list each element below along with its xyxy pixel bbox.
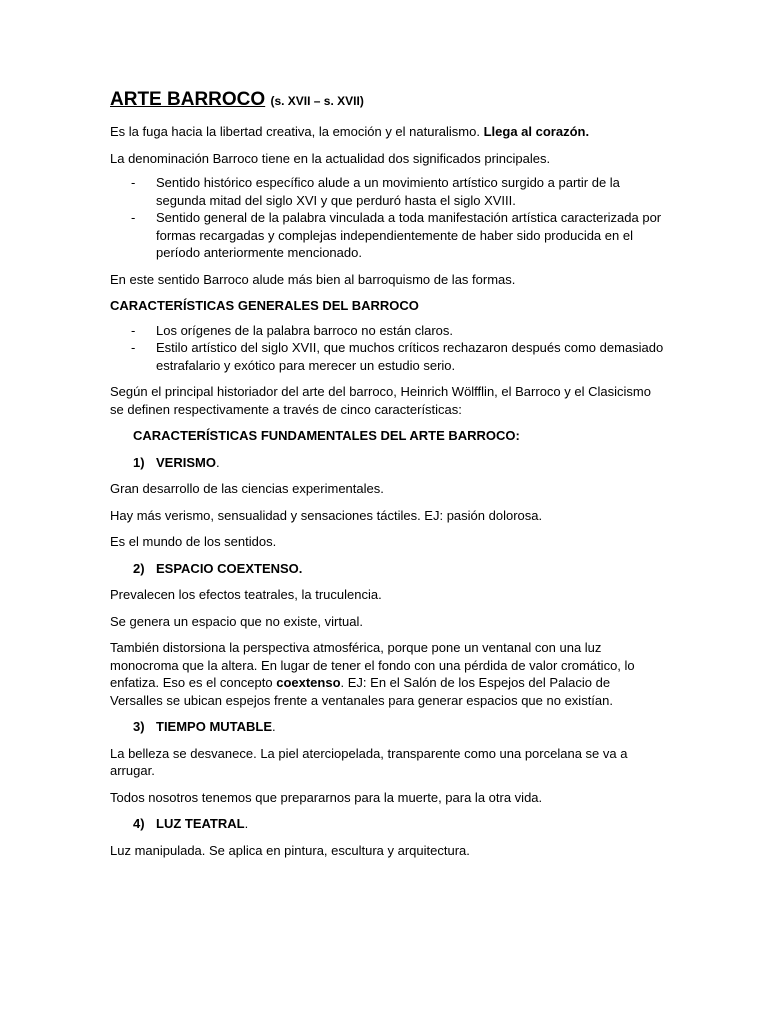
verismo-paragraph-2: Hay más verismo, sensualidad y sensaciones táctiles. EJ: pasión dolorosa.	[110, 507, 543, 523]
list-item-text: Sentido histórico específico alude a un movimiento artístico surgido a partir de la segunda mitad del siglo XVI y que perduró hasta el siglo XVIII.	[156, 175, 620, 208]
verismo-paragraph-3: Es el mundo de los sentidos.	[110, 534, 277, 549]
list-item-text: Sentido general de la palabra vinculada a toda manifestación artística caracterizada por formas recargadas y complejas independientemente de haber sido producida en el período anteriormente mencionado.	[156, 210, 662, 260]
espacio-paragraph-2: Se genera un espacio que no existe, virtual.	[110, 613, 363, 629]
paragraph-text: También distorsiona la perspectiva atmosférica, porque pone un ventanal con una luz monocroma que la altera. En lugar de tener el fondo con una pérdida de valor cromático, lo enfatiza. Eso es el concepto	[110, 640, 635, 690]
wolfflin-paragraph: Según el principal historiador del arte del barroco, Heinrich Wölfflin, el Barroco y el Clasicismo se definen respectivamente a través de cinco características:	[110, 384, 651, 417]
heading-text: ESPACIO COEXTENSO.	[156, 560, 303, 576]
dash-marker: -	[131, 322, 136, 338]
heading-text: LUZ TEATRAL	[156, 816, 245, 831]
section-heading-fundamentales	[133, 427, 665, 445]
heading-text: CARACTERÍSTICAS FUNDAMENTALES DEL ARTE BARROCO:	[133, 428, 520, 443]
numbered-heading-espacio	[110, 560, 665, 578]
heading-number: 3)	[133, 719, 145, 734]
list-item	[110, 322, 665, 340]
tiempo-paragraph-2: Todos nosotros tenemos que prepararnos para la muerte, para la otra vida.	[110, 789, 543, 805]
numbered-heading-tiempo	[110, 718, 665, 736]
title-main: ARTE BARROCO	[110, 89, 266, 110]
heading-number: 1)	[133, 454, 145, 470]
list-item-text: Los orígenes de la palabra barroco no están claros.	[156, 322, 454, 338]
intro-bold: Llega al corazón.	[483, 124, 590, 139]
document-body	[110, 89, 665, 868]
general-list	[110, 322, 665, 375]
espacio-paragraph-1: Prevalecen los efectos teatrales, la truculencia.	[110, 587, 382, 602]
list-item-text: Estilo artístico del siglo XVII, que muchos críticos rechazaron después como demasiado estrafalario y exótico para merecer un estudio serio.	[156, 340, 664, 373]
intro-text: Es la fuga hacia la libertad creativa, la emoción y el naturalismo.	[110, 124, 484, 139]
espacio-paragraph-3	[110, 639, 665, 709]
dash-marker: -	[131, 210, 136, 225]
heading-text: CARACTERÍSTICAS GENERALES DEL BARROCO	[110, 298, 419, 313]
numbered-heading-verismo	[110, 454, 665, 472]
list-item	[110, 339, 665, 374]
heading-punct: .	[272, 719, 276, 734]
title-period: (s. XVII – s. XVII)	[270, 94, 364, 108]
heading-punct: .	[215, 454, 220, 470]
paragraph-text: . EJ: En el Salón de los Espejos del Palacio de Versalles se ubican espejos frente a ventanales para generar espacios que no existían.	[110, 675, 613, 708]
denominacion-paragraph: La denominación Barroco tiene en la actualidad dos significados principales.	[110, 150, 551, 166]
list-item	[110, 174, 665, 209]
dash-marker: -	[131, 340, 136, 355]
heading-text: VERISMO	[156, 454, 216, 470]
sentido-paragraph: En este sentido Barroco alude más bien al barroquismo de las formas.	[110, 271, 516, 287]
dash-marker: -	[131, 175, 136, 190]
heading-punct: .	[244, 816, 249, 831]
page-title	[110, 89, 665, 112]
heading-number: 4)	[133, 816, 145, 831]
intro-paragraph	[110, 123, 665, 141]
section-heading-generales	[110, 297, 665, 315]
list-item	[110, 209, 665, 262]
meanings-list	[110, 174, 665, 262]
heading-number: 2)	[133, 560, 145, 576]
tiempo-paragraph-1: La belleza se desvanece. La piel aterciopelada, transparente como una porcelana se va a arrugar.	[110, 745, 628, 778]
luz-paragraph-1: Luz manipulada. Se aplica en pintura, escultura y arquitectura.	[110, 842, 470, 858]
verismo-paragraph-1: Gran desarrollo de las ciencias experimentales.	[110, 481, 384, 496]
numbered-heading-luz	[110, 815, 665, 833]
heading-text: TIEMPO MUTABLE	[156, 719, 273, 734]
paragraph-bold: coextenso	[276, 675, 341, 690]
